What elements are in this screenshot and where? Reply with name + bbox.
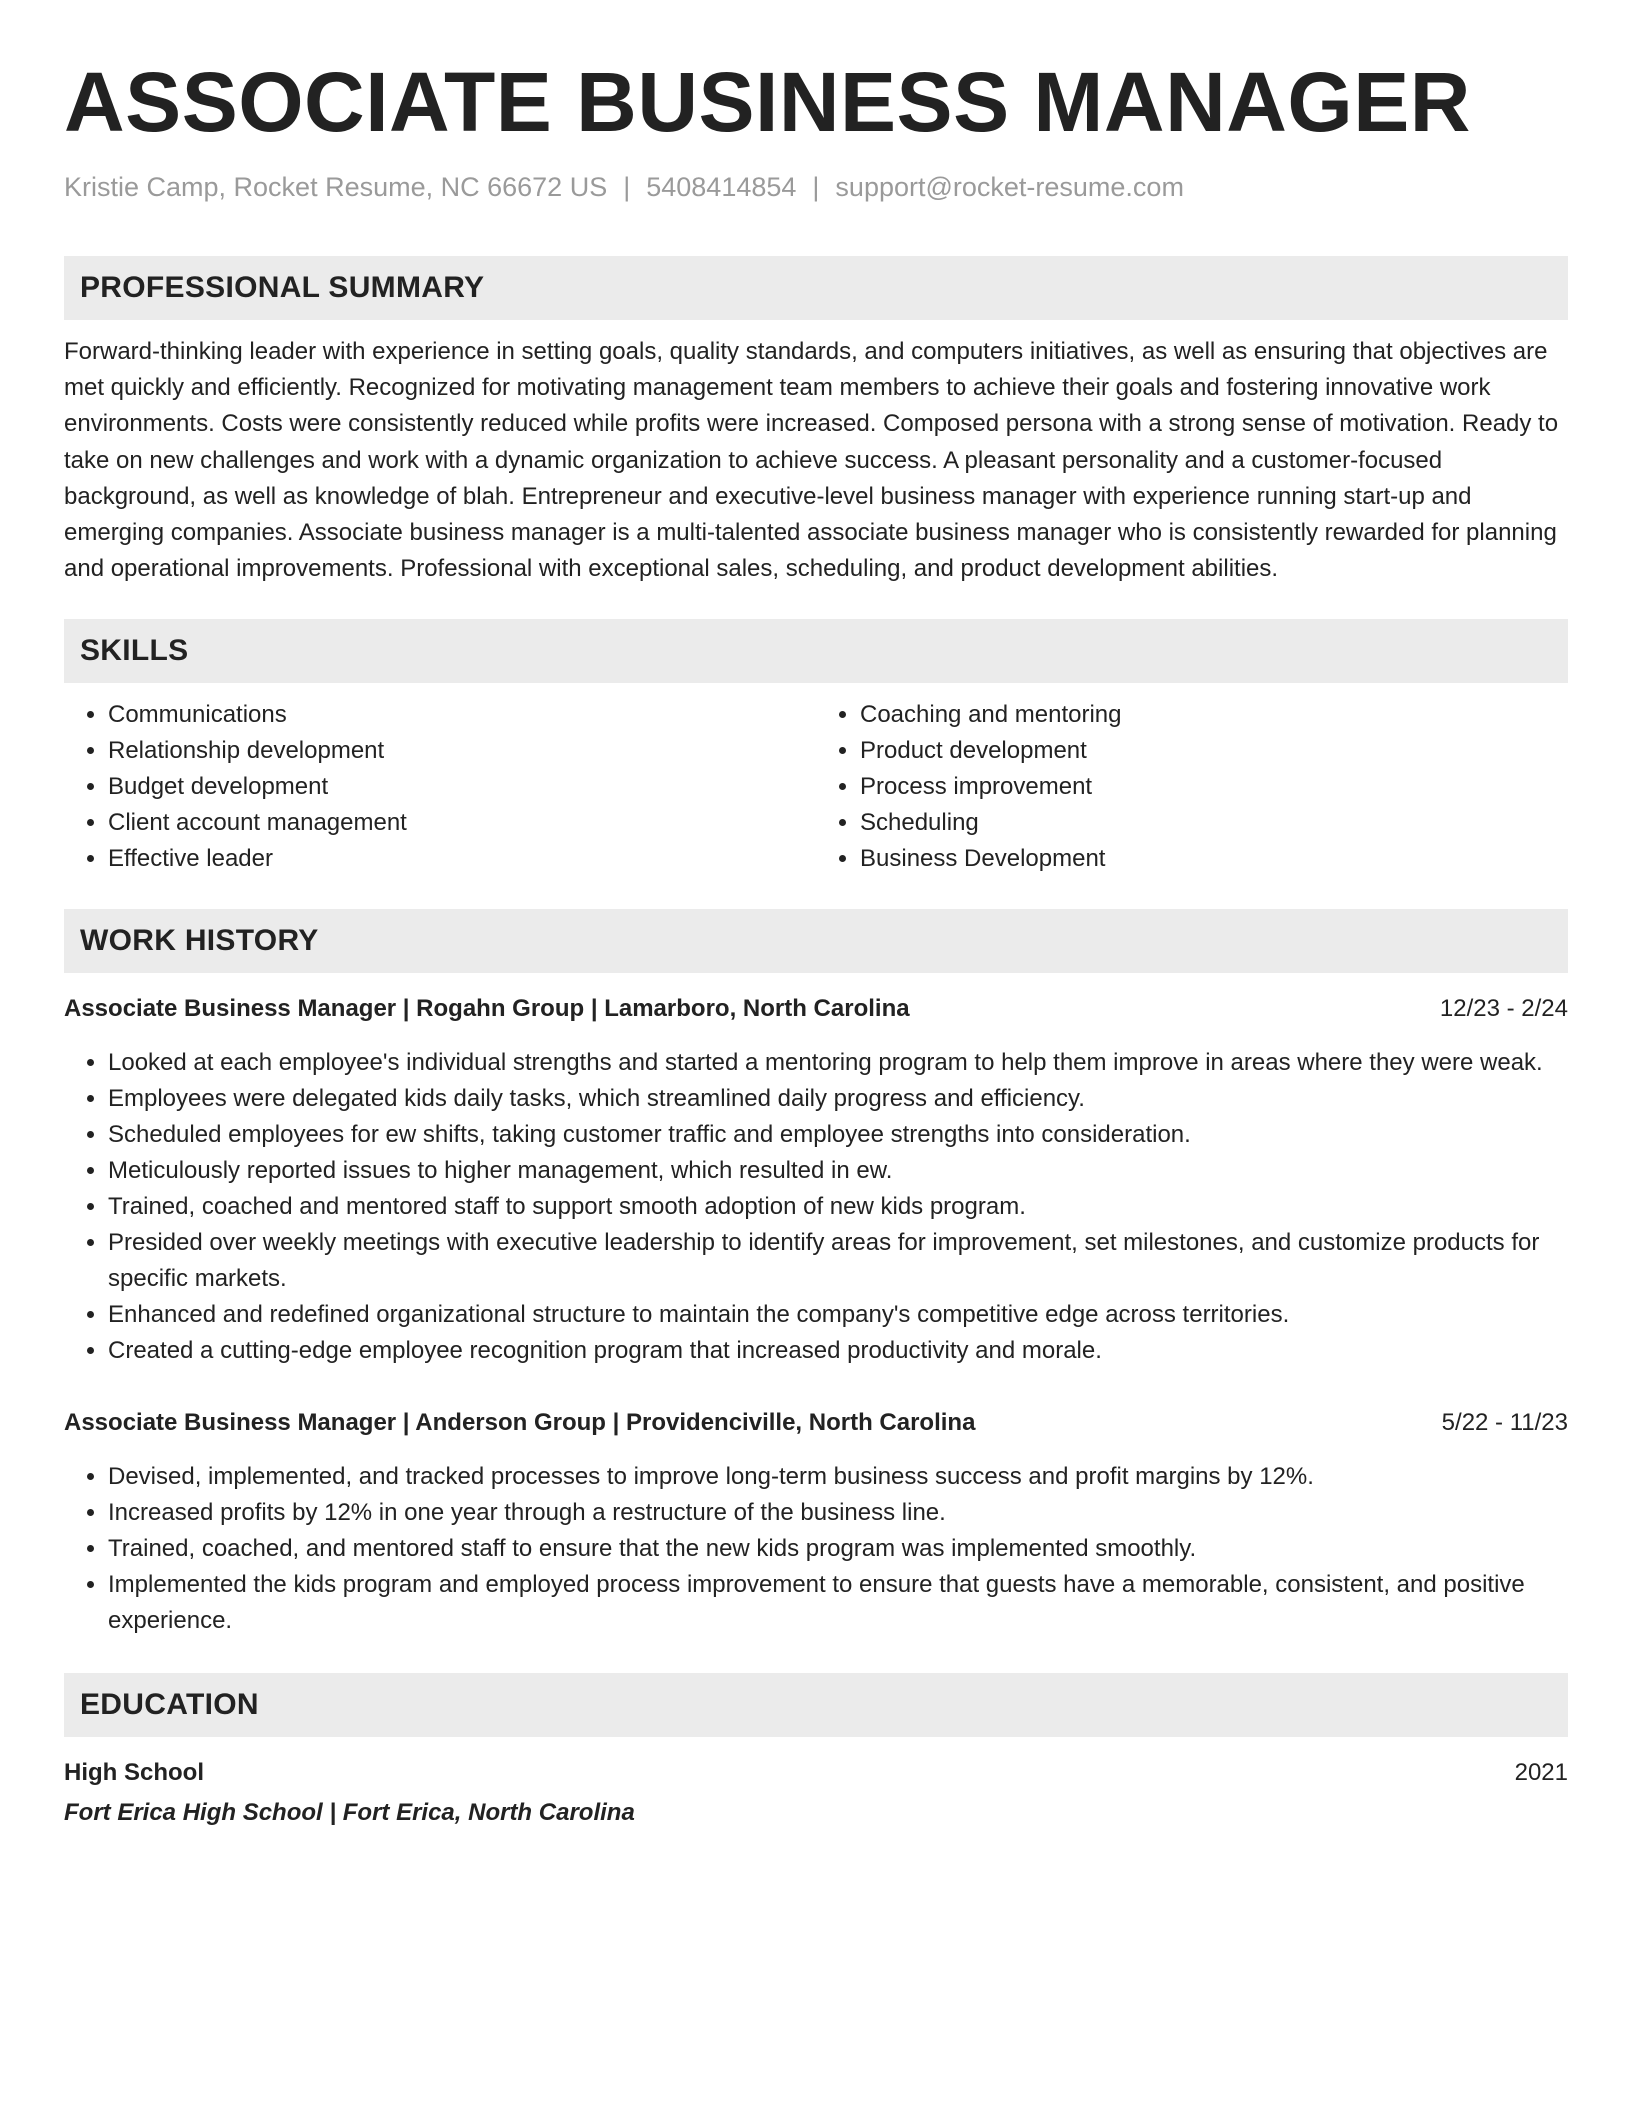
job-entry (64, 1405, 1568, 1639)
job-bullet: • Trained, coached and mentored staff to support smooth adoption of new kids program. (108, 1189, 1568, 1225)
job-bullet: • Trained, coached, and mentored staff to ensure that the new kids program was implemented smoothly. (108, 1531, 1568, 1567)
job-bullets (64, 1459, 1568, 1639)
job-bullet: • Increased profits by 12% in one year through a restructure of the business line. (108, 1495, 1568, 1531)
job-bullet: • Created a cutting-edge employee recognition program that increased productivity and morale. (108, 1333, 1568, 1369)
job-entry (64, 991, 1568, 1369)
job-bullet: • Employees were delegated kids daily tasks, which streamlined daily progress and efficiency. (108, 1081, 1568, 1117)
skill-item: • Client account management (108, 805, 816, 841)
job-title-row (64, 991, 1568, 1027)
contact-email: support@rocket-resume.com (835, 172, 1184, 202)
contact-address: Kristie Camp, Rocket Resume, NC 66672 US (64, 172, 608, 202)
section-header-skills: SKILLS (64, 619, 1568, 683)
job-bullet: • Enhanced and redefined organizational structure to maintain the company's competitive edge across territories. (108, 1297, 1568, 1333)
contact-line (64, 170, 1568, 204)
job-bullet: • Implemented the kids program and employed process improvement to ensure that guests have a memorable, consistent, and positive experience. (108, 1567, 1568, 1639)
job-bullet: • Presided over weekly meetings with executive leadership to identify areas for improvement, set milestones, and customize products for specific markets. (108, 1225, 1568, 1297)
job-dates: 5/22 - 11/23 (1441, 1409, 1568, 1437)
job-bullets (64, 1045, 1568, 1369)
education-row (64, 1755, 1568, 1791)
section-header-summary: PROFESSIONAL SUMMARY (64, 256, 1568, 320)
skills-list (64, 697, 1568, 877)
contact-separator: | (623, 172, 631, 202)
skills-column-left (64, 697, 816, 877)
job-title-row (64, 1405, 1568, 1441)
section-header-work-history: WORK HISTORY (64, 909, 1568, 973)
skills-column-right (816, 697, 1568, 877)
job-bullet: • Scheduled employees for ew shifts, taking customer traffic and employee strengths into consideration. (108, 1117, 1568, 1153)
job-bullet: • Devised, implemented, and tracked processes to improve long-term business success and profit margins by 12%. (108, 1459, 1568, 1495)
education-school: Fort Erica High School | Fort Erica, North Carolina (64, 1799, 635, 1827)
skill-item: • Budget development (108, 769, 816, 805)
skill-item: • Product development (860, 733, 1568, 769)
skill-item: • Relationship development (108, 733, 816, 769)
job-dates: 12/23 - 2/24 (1439, 995, 1568, 1023)
skill-item: • Effective leader (108, 841, 816, 877)
skill-item: • Scheduling (860, 805, 1568, 841)
section-header-education: EDUCATION (64, 1673, 1568, 1737)
skill-item: • Coaching and mentoring (860, 697, 1568, 733)
job-title: Associate Business Manager | Rogahn Group | Lamarboro, North Carolina (64, 995, 910, 1023)
job-title: Associate Business Manager | Anderson Group | Providenciville, North Carolina (64, 1409, 976, 1437)
education-degree: High School (64, 1759, 204, 1787)
job-bullet: • Meticulously reported issues to higher management, which resulted in ew. (108, 1153, 1568, 1189)
summary-text: Forward-thinking leader with experience in setting goals, quality standards, and computers initiatives, as well as ensuring that objectives are met quickly and efficiently. Recognized for motivating management team members to achieve their goals and fostering innovative work environments. Costs were consistently reduced while profits were increased. Composed persona with a strong sense of motivation. Ready to take on new challenges and work with a dynamic organization to achieve success. A pleasant personality and a customer-focused background, as well as knowledge of blah. Entrepreneur and executive-level business manager with experience running start-up and emerging companies. Associate business manager is a multi-talented associate business manager who is consistently rewarded for planning and operational improvements. Professional with exceptional sales, scheduling, and product development abilities. (64, 338, 1559, 583)
skill-item: • Process improvement (860, 769, 1568, 805)
skill-item: • Communications (108, 697, 816, 733)
education-year: 2021 (1514, 1759, 1568, 1787)
job-bullet: • Looked at each employee's individual strengths and started a mentoring program to help them improve in areas where they were weak. (108, 1045, 1568, 1081)
skill-item: • Business Development (860, 841, 1568, 877)
contact-phone: 5408414854 (646, 172, 797, 202)
resume-name-title: ASSOCIATE BUSINESS MANAGER (64, 55, 1471, 149)
contact-separator: | (812, 172, 820, 202)
